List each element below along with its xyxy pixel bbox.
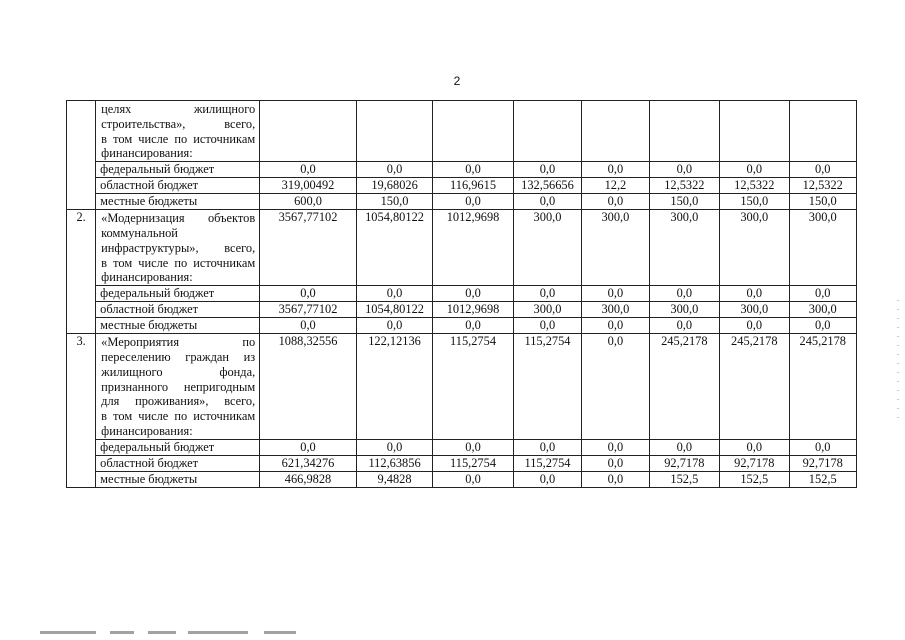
section-total-cell: [356, 101, 432, 162]
section-total-cell: 245,2178: [649, 334, 719, 440]
budget-value-cell: 0,0: [789, 286, 857, 302]
section-total-cell: 245,2178: [789, 334, 857, 440]
budget-row-label: местные бюджеты: [96, 471, 260, 487]
section-row: [67, 210, 857, 286]
section-row: [67, 101, 857, 162]
budget-row-label: областной бюджет: [96, 455, 260, 471]
budget-value-cell: 12,5322: [649, 178, 719, 194]
section-description: [96, 101, 260, 162]
budget-value-cell: 0,0: [433, 318, 514, 334]
budget-row-label: федеральный бюджет: [96, 439, 260, 455]
budget-value-cell: 0,0: [720, 318, 789, 334]
budget-value-cell: 0,0: [356, 162, 432, 178]
budget-row: [67, 162, 857, 178]
budget-value-cell: 319,00492: [260, 178, 357, 194]
budget-value-cell: 0,0: [433, 286, 514, 302]
budget-value-cell: 1054,80122: [356, 302, 432, 318]
budget-row: [67, 318, 857, 334]
budget-value-cell: 0,0: [649, 318, 719, 334]
budget-value-cell: 0,0: [356, 318, 432, 334]
section-total-cell: 300,0: [649, 210, 719, 286]
budget-value-cell: 300,0: [649, 302, 719, 318]
budget-value-cell: 0,0: [513, 194, 581, 210]
budget-row-label: федеральный бюджет: [96, 162, 260, 178]
budget-value-cell: 0,0: [260, 286, 357, 302]
section-total-cell: 0,0: [582, 334, 649, 440]
budget-value-cell: 300,0: [720, 302, 789, 318]
budget-value-cell: 0,0: [582, 455, 649, 471]
budget-table: [66, 100, 857, 488]
section-total-cell: [433, 101, 514, 162]
budget-value-cell: 0,0: [582, 439, 649, 455]
budget-value-cell: 92,7178: [789, 455, 857, 471]
budget-row: [67, 302, 857, 318]
budget-row: [67, 286, 857, 302]
section-total-cell: 300,0: [582, 210, 649, 286]
budget-value-cell: 12,5322: [789, 178, 857, 194]
budget-value-cell: 12,2: [582, 178, 649, 194]
description-line: «Модернизация объектов коммунальной инфраструктуры», всего,: [101, 211, 256, 255]
budget-value-cell: 600,0: [260, 194, 357, 210]
budget-value-cell: 0,0: [513, 471, 581, 487]
budget-row: [67, 194, 857, 210]
budget-row-label: федеральный бюджет: [96, 286, 260, 302]
budget-value-cell: 300,0: [582, 302, 649, 318]
budget-value-cell: 0,0: [513, 318, 581, 334]
description-line: финансирования:: [101, 270, 193, 285]
section-description: [96, 334, 260, 440]
budget-value-cell: 0,0: [582, 162, 649, 178]
budget-value-cell: 0,0: [513, 286, 581, 302]
budget-value-cell: 0,0: [720, 439, 789, 455]
section-total-cell: [582, 101, 649, 162]
budget-value-cell: 0,0: [260, 439, 357, 455]
description-line: в том числе по источникам: [101, 131, 256, 146]
budget-value-cell: 0,0: [649, 439, 719, 455]
budget-value-cell: 12,5322: [720, 178, 789, 194]
section-index: [67, 101, 96, 210]
budget-value-cell: 19,68026: [356, 178, 432, 194]
section-description: [96, 210, 260, 286]
budget-value-cell: 0,0: [720, 286, 789, 302]
section-total-cell: 245,2178: [720, 334, 789, 440]
section-total-cell: 3567,77102: [260, 210, 357, 286]
budget-row-label: областной бюджет: [96, 302, 260, 318]
budget-value-cell: 152,5: [649, 471, 719, 487]
section-total-cell: 1054,80122: [356, 210, 432, 286]
budget-row: [67, 471, 857, 487]
budget-value-cell: 0,0: [513, 162, 581, 178]
budget-value-cell: 115,2754: [513, 455, 581, 471]
section-index: 3.: [67, 334, 96, 488]
budget-row-label: областной бюджет: [96, 178, 260, 194]
budget-value-cell: 3567,77102: [260, 302, 357, 318]
budget-value-cell: 0,0: [789, 439, 857, 455]
budget-value-cell: 152,5: [789, 471, 857, 487]
budget-value-cell: 115,2754: [433, 455, 514, 471]
budget-row-label: местные бюджеты: [96, 318, 260, 334]
budget-row: [67, 178, 857, 194]
budget-row-label: местные бюджеты: [96, 194, 260, 210]
budget-value-cell: 0,0: [260, 162, 357, 178]
description-line: целях жилищного строительства», всего,: [101, 102, 256, 131]
budget-value-cell: 0,0: [789, 162, 857, 178]
section-total-cell: 300,0: [789, 210, 857, 286]
budget-value-cell: 0,0: [582, 471, 649, 487]
budget-value-cell: 152,5: [720, 471, 789, 487]
section-total-cell: [513, 101, 581, 162]
budget-value-cell: 0,0: [433, 194, 514, 210]
section-total-cell: 300,0: [720, 210, 789, 286]
budget-value-cell: 300,0: [789, 302, 857, 318]
budget-value-cell: 112,63856: [356, 455, 432, 471]
description-line: финансирования:: [101, 423, 193, 438]
budget-value-cell: 0,0: [582, 286, 649, 302]
section-total-cell: 300,0: [513, 210, 581, 286]
budget-value-cell: 0,0: [356, 286, 432, 302]
section-total-cell: 1012,9698: [433, 210, 514, 286]
budget-row: [67, 455, 857, 471]
table-body: [67, 101, 857, 488]
budget-value-cell: 150,0: [649, 194, 719, 210]
section-total-cell: 115,2754: [513, 334, 581, 440]
budget-value-cell: 116,9615: [433, 178, 514, 194]
description-line: в том числе по источникам: [101, 409, 256, 424]
budget-value-cell: 132,56656: [513, 178, 581, 194]
budget-value-cell: 1012,9698: [433, 302, 514, 318]
budget-value-cell: 92,7178: [720, 455, 789, 471]
budget-value-cell: 0,0: [433, 471, 514, 487]
page-number: 2: [453, 74, 461, 88]
budget-value-cell: 150,0: [356, 194, 432, 210]
section-total-cell: [649, 101, 719, 162]
section-total-cell: [720, 101, 789, 162]
budget-row: [67, 439, 857, 455]
budget-value-cell: 0,0: [513, 439, 581, 455]
budget-value-cell: 466,9828: [260, 471, 357, 487]
budget-value-cell: 0,0: [649, 286, 719, 302]
budget-value-cell: 0,0: [649, 162, 719, 178]
budget-value-cell: 150,0: [720, 194, 789, 210]
description-line: в том числе по источникам: [101, 255, 256, 270]
budget-value-cell: 0,0: [582, 318, 649, 334]
scan-artifact-dots: [897, 300, 899, 420]
section-total-cell: 122,12136: [356, 334, 432, 440]
section-total-cell: 1088,32556: [260, 334, 357, 440]
budget-value-cell: 92,7178: [649, 455, 719, 471]
section-index: 2.: [67, 210, 96, 334]
budget-value-cell: 0,0: [720, 162, 789, 178]
budget-value-cell: 621,34276: [260, 455, 357, 471]
section-total-cell: [260, 101, 357, 162]
section-total-cell: [789, 101, 857, 162]
budget-value-cell: 9,4828: [356, 471, 432, 487]
section-row: [67, 334, 857, 440]
budget-value-cell: 0,0: [789, 318, 857, 334]
budget-value-cell: 0,0: [433, 439, 514, 455]
description-line: финансирования:: [101, 146, 193, 161]
budget-value-cell: 150,0: [789, 194, 857, 210]
budget-value-cell: 0,0: [260, 318, 357, 334]
budget-value-cell: 0,0: [433, 162, 514, 178]
budget-value-cell: 0,0: [356, 439, 432, 455]
budget-value-cell: 0,0: [582, 194, 649, 210]
section-total-cell: 115,2754: [433, 334, 514, 440]
budget-value-cell: 300,0: [513, 302, 581, 318]
description-line: «Мероприятия по переселению граждан из жилищного фонда, признанного непригодным для проживания», всего,: [101, 335, 256, 409]
